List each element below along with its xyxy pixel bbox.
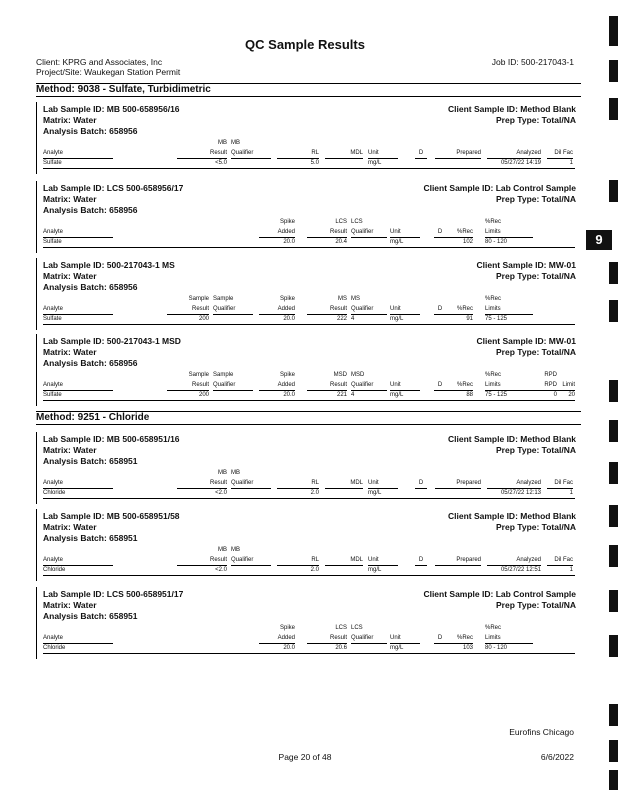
column-header-top: RPD: [544, 372, 557, 378]
header-underline: [43, 390, 113, 391]
table-cell: 221: [336, 392, 347, 398]
footer-page: Page 20 of 48: [278, 752, 332, 762]
column-header: D: [418, 480, 424, 486]
table-cell: mg/L: [368, 160, 382, 166]
column-header: Dil Fac: [554, 150, 573, 156]
header-underline: [435, 158, 481, 159]
lab-sample-id: Lab Sample ID: 500-217043-1 MSD: [43, 336, 181, 346]
table-cell: mg/L: [368, 490, 382, 496]
header-underline: [443, 390, 473, 391]
table-cell: 222: [336, 316, 347, 322]
header-underline: [351, 237, 387, 238]
header-underline: [551, 390, 575, 391]
column-header-top: %Rec: [485, 296, 502, 302]
column-header: Unit: [390, 635, 401, 641]
column-header: Analyte: [43, 306, 64, 312]
header-underline: [167, 314, 209, 315]
column-header-top: Spike: [279, 219, 295, 225]
table-cell: 2.0: [310, 490, 319, 496]
column-header: Analyte: [43, 557, 64, 563]
lab-sample-id: Lab Sample ID: 500-217043-1 MS: [43, 260, 175, 270]
page-title: QC Sample Results: [245, 37, 365, 52]
header-underline: [177, 488, 227, 489]
header-underline: [213, 314, 253, 315]
footer-lab: Eurofins Chicago: [509, 727, 574, 737]
header-underline: [259, 314, 295, 315]
footer-date: 6/6/2022: [540, 752, 574, 762]
prep-type: Prep Type: Total/NA: [496, 271, 576, 281]
header-underline: [415, 488, 427, 489]
analysis-batch: Analysis Batch: 658956: [43, 126, 138, 136]
column-header: Unit: [368, 557, 379, 563]
header-underline: [443, 237, 473, 238]
header-underline: [167, 390, 209, 391]
client-sample-id: Client Sample ID: MW-01: [476, 260, 576, 270]
table-cell: 1: [569, 567, 573, 573]
header-underline: [277, 488, 319, 489]
table-cell: 103: [462, 645, 473, 651]
table-cell: 200: [198, 316, 209, 322]
table-cell: 80 - 120: [485, 645, 508, 651]
column-header: Unit: [368, 480, 379, 486]
header-underline: [231, 488, 271, 489]
column-header-top: LCS: [335, 625, 347, 631]
table-cell: 75 - 125: [485, 392, 508, 398]
column-header-top: MB: [231, 547, 240, 553]
table-cell: Sulfate: [43, 239, 62, 245]
header-underline: [277, 565, 319, 566]
table-cell: 75 - 125: [485, 316, 508, 322]
header-underline: [307, 314, 347, 315]
column-header: D: [418, 150, 424, 156]
header-underline: [43, 488, 113, 489]
column-header: Result: [191, 306, 209, 312]
column-header: Unit: [390, 306, 401, 312]
column-header-top: MB: [218, 470, 227, 476]
column-header: D: [418, 557, 424, 563]
column-header: Unit: [390, 382, 401, 388]
matrix: Matrix: Water: [43, 271, 97, 281]
column-header-top: Sample: [188, 372, 209, 378]
table-cell: 4: [351, 316, 355, 322]
analysis-batch: Analysis Batch: 658956: [43, 358, 138, 368]
table-cell: <5.0: [215, 160, 227, 166]
header-underline: [368, 565, 398, 566]
matrix: Matrix: Water: [43, 347, 97, 357]
prep-type: Prep Type: Total/NA: [496, 600, 576, 610]
column-header-top: Spike: [279, 296, 295, 302]
column-header: Analyte: [43, 635, 64, 641]
row-underline: [43, 247, 575, 248]
table-cell: Chloride: [43, 490, 66, 496]
prep-type: Prep Type: Total/NA: [496, 347, 576, 357]
column-header-top: %Rec: [485, 372, 502, 378]
column-header: Result: [191, 382, 209, 388]
table-cell: Chloride: [43, 645, 66, 651]
header-underline: [231, 565, 271, 566]
column-header-top: Sample: [188, 296, 209, 302]
header-underline: [435, 488, 481, 489]
column-header: D: [437, 306, 443, 312]
column-header: Unit: [368, 150, 379, 156]
table-cell: 0: [553, 392, 557, 398]
qc-sample-block: [36, 509, 580, 581]
column-header: Qualifier: [213, 382, 236, 388]
column-header: D: [437, 635, 443, 641]
qc-sample-block: [36, 334, 580, 406]
column-header: Result: [329, 306, 347, 312]
header-underline: [325, 565, 363, 566]
prep-type: Prep Type: Total/NA: [496, 445, 576, 455]
header-underline: [485, 390, 533, 391]
column-header: Prepared: [456, 557, 481, 563]
column-header-top: %Rec: [485, 219, 502, 225]
column-header-top: Spike: [279, 625, 295, 631]
client-sample-id: Client Sample ID: MW-01: [476, 336, 576, 346]
column-header: Dil Fac: [554, 557, 573, 563]
column-header: RL: [311, 557, 319, 563]
column-header: Qualifier: [231, 480, 254, 486]
client-sample-id: Client Sample ID: Method Blank: [448, 104, 576, 114]
header-underline: [368, 488, 398, 489]
column-header-top: MS: [338, 296, 347, 302]
table-cell: mg/L: [368, 567, 382, 573]
column-header: Analyte: [43, 480, 64, 486]
column-header: Qualifier: [213, 306, 236, 312]
column-header: Qualifier: [351, 229, 374, 235]
table-cell: 2.0: [310, 567, 319, 573]
table-cell: <2.0: [215, 567, 227, 573]
header-underline: [443, 314, 473, 315]
header-underline: [547, 565, 573, 566]
column-header: Analyte: [43, 150, 64, 156]
header-underline: [43, 158, 113, 159]
column-header: Result: [329, 635, 347, 641]
table-cell: Sulfate: [43, 160, 62, 166]
column-header-top: Sample: [213, 296, 234, 302]
header-underline: [487, 565, 541, 566]
column-header: MDL: [350, 150, 363, 156]
prep-type: Prep Type: Total/NA: [496, 115, 576, 125]
header-underline: [390, 643, 420, 644]
table-cell: mg/L: [390, 645, 404, 651]
method-heading-chloride: Method: 9251 - Chloride: [36, 411, 581, 425]
table-cell: 20.4: [335, 239, 347, 245]
client-sample-id: Client Sample ID: Method Blank: [448, 511, 576, 521]
header-underline: [415, 158, 427, 159]
header-underline: [307, 390, 347, 391]
row-underline: [43, 575, 575, 576]
matrix: Matrix: Water: [43, 600, 97, 610]
table-cell: 20: [568, 392, 575, 398]
analysis-batch: Analysis Batch: 658956: [43, 205, 138, 215]
table-cell: mg/L: [390, 316, 404, 322]
row-underline: [43, 324, 575, 325]
table-cell: Sulfate: [43, 392, 62, 398]
column-header: Result: [329, 229, 347, 235]
column-header-top: MB: [231, 470, 240, 476]
column-header: Dil Fac: [554, 480, 573, 486]
column-header: Added: [277, 306, 295, 312]
table-cell: 05/27/22 14:19: [500, 160, 541, 166]
row-underline: [43, 653, 575, 654]
table-cell: 88: [466, 392, 473, 398]
header-underline: [435, 565, 481, 566]
table-cell: 05/27/22 12:51: [500, 567, 541, 573]
column-header: Analyzed: [516, 557, 541, 563]
column-header: %Rec: [456, 229, 473, 235]
method-heading-sulfate: Method: 9038 - Sulfate, Turbidimetric: [36, 83, 581, 97]
row-underline: [43, 498, 575, 499]
column-header: Qualifier: [231, 150, 254, 156]
column-header: RPD: [544, 382, 557, 388]
column-header-top: MSD: [351, 372, 365, 378]
column-header: D: [437, 382, 443, 388]
matrix: Matrix: Water: [43, 522, 97, 532]
column-header: Limits: [485, 306, 501, 312]
analysis-batch: Analysis Batch: 658951: [43, 533, 138, 543]
column-header: Analyte: [43, 229, 64, 235]
matrix: Matrix: Water: [43, 115, 97, 125]
column-header: Analyzed: [516, 150, 541, 156]
qc-sample-block: [36, 102, 580, 174]
qc-sample-block: [36, 181, 580, 253]
column-header: Result: [329, 382, 347, 388]
column-header: Result: [209, 480, 227, 486]
client-line: Client: KPRG and Associates, Inc: [36, 57, 163, 67]
column-header: Limit: [562, 382, 575, 388]
column-header: Limits: [485, 229, 501, 235]
table-cell: 20.0: [283, 645, 295, 651]
column-header: Added: [277, 382, 295, 388]
table-cell: 80 - 120: [485, 239, 508, 245]
table-cell: 1: [569, 160, 573, 166]
column-header: %Rec: [456, 635, 473, 641]
header-underline: [351, 643, 387, 644]
analysis-batch: Analysis Batch: 658951: [43, 456, 138, 466]
header-underline: [177, 565, 227, 566]
column-header: Unit: [390, 229, 401, 235]
header-underline: [351, 390, 387, 391]
header-underline: [485, 237, 533, 238]
row-underline: [43, 400, 575, 401]
lab-sample-id: Lab Sample ID: MB 500-658951/16: [43, 434, 180, 444]
header-underline: [325, 158, 363, 159]
table-cell: 4: [351, 392, 355, 398]
header-underline: [259, 643, 295, 644]
column-header: Added: [277, 229, 295, 235]
column-header: RL: [311, 480, 319, 486]
table-cell: mg/L: [390, 239, 404, 245]
header-underline: [368, 158, 398, 159]
column-header: Added: [277, 635, 295, 641]
matrix: Matrix: Water: [43, 194, 97, 204]
header-underline: [231, 158, 271, 159]
header-underline: [443, 643, 473, 644]
analysis-batch: Analysis Batch: 658951: [43, 611, 138, 621]
qc-sample-block: [36, 587, 580, 659]
header-underline: [487, 158, 541, 159]
column-header: Prepared: [456, 150, 481, 156]
header-underline: [259, 390, 295, 391]
header-underline: [485, 643, 533, 644]
table-cell: mg/L: [390, 392, 404, 398]
column-header: MDL: [350, 480, 363, 486]
column-header: %Rec: [456, 306, 473, 312]
matrix: Matrix: Water: [43, 445, 97, 455]
column-header: Limits: [485, 382, 501, 388]
column-header: Limits: [485, 635, 501, 641]
column-header-top: MB: [231, 140, 240, 146]
qc-sample-block: [36, 258, 580, 330]
header-underline: [547, 488, 573, 489]
client-sample-id: Client Sample ID: Method Blank: [448, 434, 576, 444]
column-header-top: MB: [218, 547, 227, 553]
table-cell: Chloride: [43, 567, 66, 573]
header-underline: [351, 314, 387, 315]
lab-sample-id: Lab Sample ID: MB 500-658951/58: [43, 511, 180, 521]
row-underline: [43, 168, 575, 169]
column-header: Result: [209, 557, 227, 563]
header-underline: [213, 390, 253, 391]
column-header: Qualifier: [351, 306, 374, 312]
header-underline: [485, 314, 533, 315]
column-header: Analyte: [43, 382, 64, 388]
column-header-top: LCS: [351, 219, 363, 225]
column-header: MDL: [350, 557, 363, 563]
qc-sample-block: [36, 432, 580, 504]
column-header: %Rec: [456, 382, 473, 388]
column-header-top: %Rec: [485, 625, 502, 631]
table-cell: 5.0: [310, 160, 319, 166]
header-underline: [43, 237, 113, 238]
column-header-top: Spike: [279, 372, 295, 378]
column-header: Qualifier: [351, 635, 374, 641]
table-cell: 200: [198, 392, 209, 398]
column-header: D: [437, 229, 443, 235]
column-header-top: LCS: [351, 625, 363, 631]
header-underline: [415, 565, 427, 566]
lab-sample-id: Lab Sample ID: LCS 500-658951/17: [43, 589, 184, 599]
analysis-batch: Analysis Batch: 658956: [43, 282, 138, 292]
column-header: Prepared: [456, 480, 481, 486]
header-underline: [390, 237, 420, 238]
table-cell: 20.0: [283, 239, 295, 245]
header-underline: [487, 488, 541, 489]
header-underline: [43, 643, 113, 644]
column-header-top: MSD: [333, 372, 347, 378]
table-cell: 05/27/22 12:13: [500, 490, 541, 496]
lab-sample-id: Lab Sample ID: MB 500-658956/16: [43, 104, 180, 114]
project-line: Project/Site: Waukegan Station Permit: [36, 67, 181, 77]
table-cell: 91: [466, 316, 473, 322]
header-underline: [43, 314, 113, 315]
prep-type: Prep Type: Total/NA: [496, 194, 576, 204]
section-tab-number: 9: [586, 230, 612, 250]
column-header: Result: [209, 150, 227, 156]
header-underline: [390, 314, 420, 315]
column-header: RL: [311, 150, 319, 156]
column-header: Qualifier: [231, 557, 254, 563]
job-id: Job ID: 500-217043-1: [491, 57, 574, 67]
header-underline: [390, 390, 420, 391]
table-cell: 102: [462, 239, 473, 245]
table-cell: <2.0: [215, 490, 227, 496]
header-underline: [307, 643, 347, 644]
table-cell: 20.0: [283, 392, 295, 398]
header-underline: [277, 158, 319, 159]
header-underline: [43, 565, 113, 566]
prep-type: Prep Type: Total/NA: [496, 522, 576, 532]
column-header-top: LCS: [335, 219, 347, 225]
table-cell: Sulfate: [43, 316, 62, 322]
table-cell: 1: [569, 490, 573, 496]
header-underline: [259, 237, 295, 238]
column-header: Analyzed: [516, 480, 541, 486]
header-underline: [547, 158, 573, 159]
column-header-top: Sample: [213, 372, 234, 378]
column-header-top: MB: [218, 140, 227, 146]
table-cell: 20.0: [283, 316, 295, 322]
client-sample-id: Client Sample ID: Lab Control Sample: [423, 183, 576, 193]
header-underline: [177, 158, 227, 159]
column-header: Qualifier: [351, 382, 374, 388]
header-underline: [325, 488, 363, 489]
client-sample-id: Client Sample ID: Lab Control Sample: [423, 589, 576, 599]
lab-sample-id: Lab Sample ID: LCS 500-658956/17: [43, 183, 184, 193]
table-cell: 20.6: [335, 645, 347, 651]
column-header-top: MS: [351, 296, 360, 302]
header-underline: [307, 237, 347, 238]
